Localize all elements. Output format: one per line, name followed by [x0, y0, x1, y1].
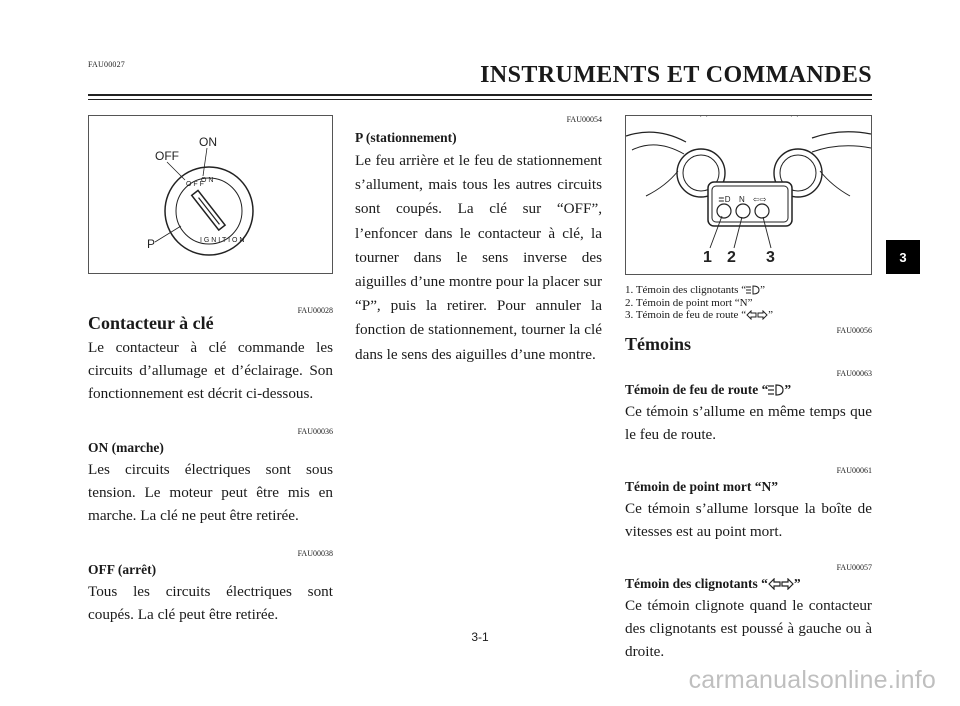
- high-beam-icon: [768, 384, 784, 396]
- svg-text:O F F: O F F: [186, 181, 204, 188]
- on-code: FAU00036: [297, 427, 333, 436]
- point-mort-heading: Témoin de point mort “N”: [625, 479, 778, 494]
- page-number: 3-1: [471, 630, 489, 644]
- clignotants-heading: Témoin des clignotants “ ”: [625, 576, 801, 591]
- caption-1-text: Témoin des clignotants “: [635, 284, 747, 296]
- caption-2-num: 2.: [625, 296, 634, 309]
- indicator-panel-illustration: [626, 116, 871, 274]
- header-code: FAU00027: [88, 60, 126, 69]
- left-column: [88, 306, 333, 626]
- svg-text:I G N I T I O N: I G N I T I O N: [200, 237, 245, 244]
- feu-route-heading: Témoin de feu de route “ ”: [625, 382, 792, 397]
- high-beam-icon: [746, 285, 760, 295]
- p-label: P: [147, 237, 156, 251]
- point-mort-text: Ce témoin s’allume lorsque la boîte de vitesses est au point mort.: [625, 500, 872, 540]
- on-heading: ON (marche): [88, 440, 164, 455]
- svg-text:⇦⇨: ⇦⇨: [753, 195, 767, 204]
- header-rule-thin: [88, 99, 872, 100]
- header-rule-thick: [88, 94, 872, 96]
- clignotants-text: Ce témoin clignote quand le contacteur des clignotants est poussé à gauche ou à droite.: [625, 597, 872, 660]
- indicator-panel-figure: [625, 115, 872, 275]
- off-code: FAU00038: [297, 549, 333, 558]
- svg-text:N: N: [739, 195, 745, 204]
- temoins-code: FAU00056: [836, 326, 872, 335]
- figure-captions: [625, 284, 872, 322]
- caption-3: 3. Témoin de feu de route “ ”: [625, 309, 773, 321]
- parking-code: FAU00054: [566, 115, 602, 124]
- turn-signal-icon: [746, 310, 768, 320]
- parking-heading: P (stationnement): [355, 130, 457, 145]
- chapter-tab: 3: [886, 240, 920, 274]
- switch-code: FAU00028: [297, 306, 333, 315]
- ignition-switch-illustration: [89, 116, 332, 273]
- ignition-switch-figure: [88, 115, 333, 274]
- on-text: Les circuits électriques sont sous tension. Le moteur peut être mis en marche. La clé ne peut être retirée.: [88, 461, 333, 524]
- svg-text:O N: O N: [201, 177, 214, 184]
- callout-2: 2: [727, 249, 736, 266]
- caption-3-num: 3.: [625, 309, 634, 321]
- feu-route-code: FAU00063: [836, 369, 872, 378]
- caption-3-text: Témoin de feu de route “: [635, 309, 747, 321]
- temoins-heading: Témoins: [625, 334, 692, 354]
- callout-1: 1: [703, 249, 712, 266]
- watermark: carmanualsonline.info: [688, 666, 936, 694]
- on-label: ON: [199, 135, 217, 149]
- caption-1: 1. Témoin des clignotants “ ”: [625, 284, 765, 296]
- svg-text:≣D: ≣D: [718, 195, 731, 204]
- turn-signal-icon: [768, 578, 794, 590]
- switch-text: Le contacteur à clé commande les circuits d’allumage et d’éclairage. Son fonctionnement est décrit ci-dessous.: [88, 339, 333, 402]
- off-heading: OFF (arrêt): [88, 562, 157, 577]
- switch-heading: Contacteur à clé: [88, 313, 214, 333]
- caption-2-text: Témoin de point mort “N”: [635, 296, 753, 309]
- parking-text: Le feu arrière et le feu de stationnement s’allument, mais tous les autres circuits sont coupés. La clé sur “OFF”, l’enfoncer dans le contacteur à clé, la tourner dans le sens inverse des aiguilles d’une montre pour la placer sur “P”, puis la retirer. Pour annuler la fonction de stationnement, tourner la clé dans le sens des aiguilles d’une montre.: [355, 152, 602, 363]
- off-text: Tous les circuits électriques sont coupés. La clé peut être retirée.: [88, 583, 333, 623]
- right-column: [625, 326, 872, 663]
- clignotants-code: FAU00057: [836, 563, 872, 572]
- point-mort-code: FAU00061: [836, 466, 872, 475]
- off-label: OFF: [155, 149, 179, 163]
- caption-2: [625, 297, 872, 310]
- caption-1-num: 1.: [625, 284, 634, 296]
- feu-route-text: Ce témoin s’allume en même temps que le feu de route.: [625, 403, 872, 443]
- middle-column: [355, 115, 602, 367]
- callout-3: 3: [766, 249, 775, 266]
- page-title: INSTRUMENTS ET COMMANDES: [480, 62, 872, 88]
